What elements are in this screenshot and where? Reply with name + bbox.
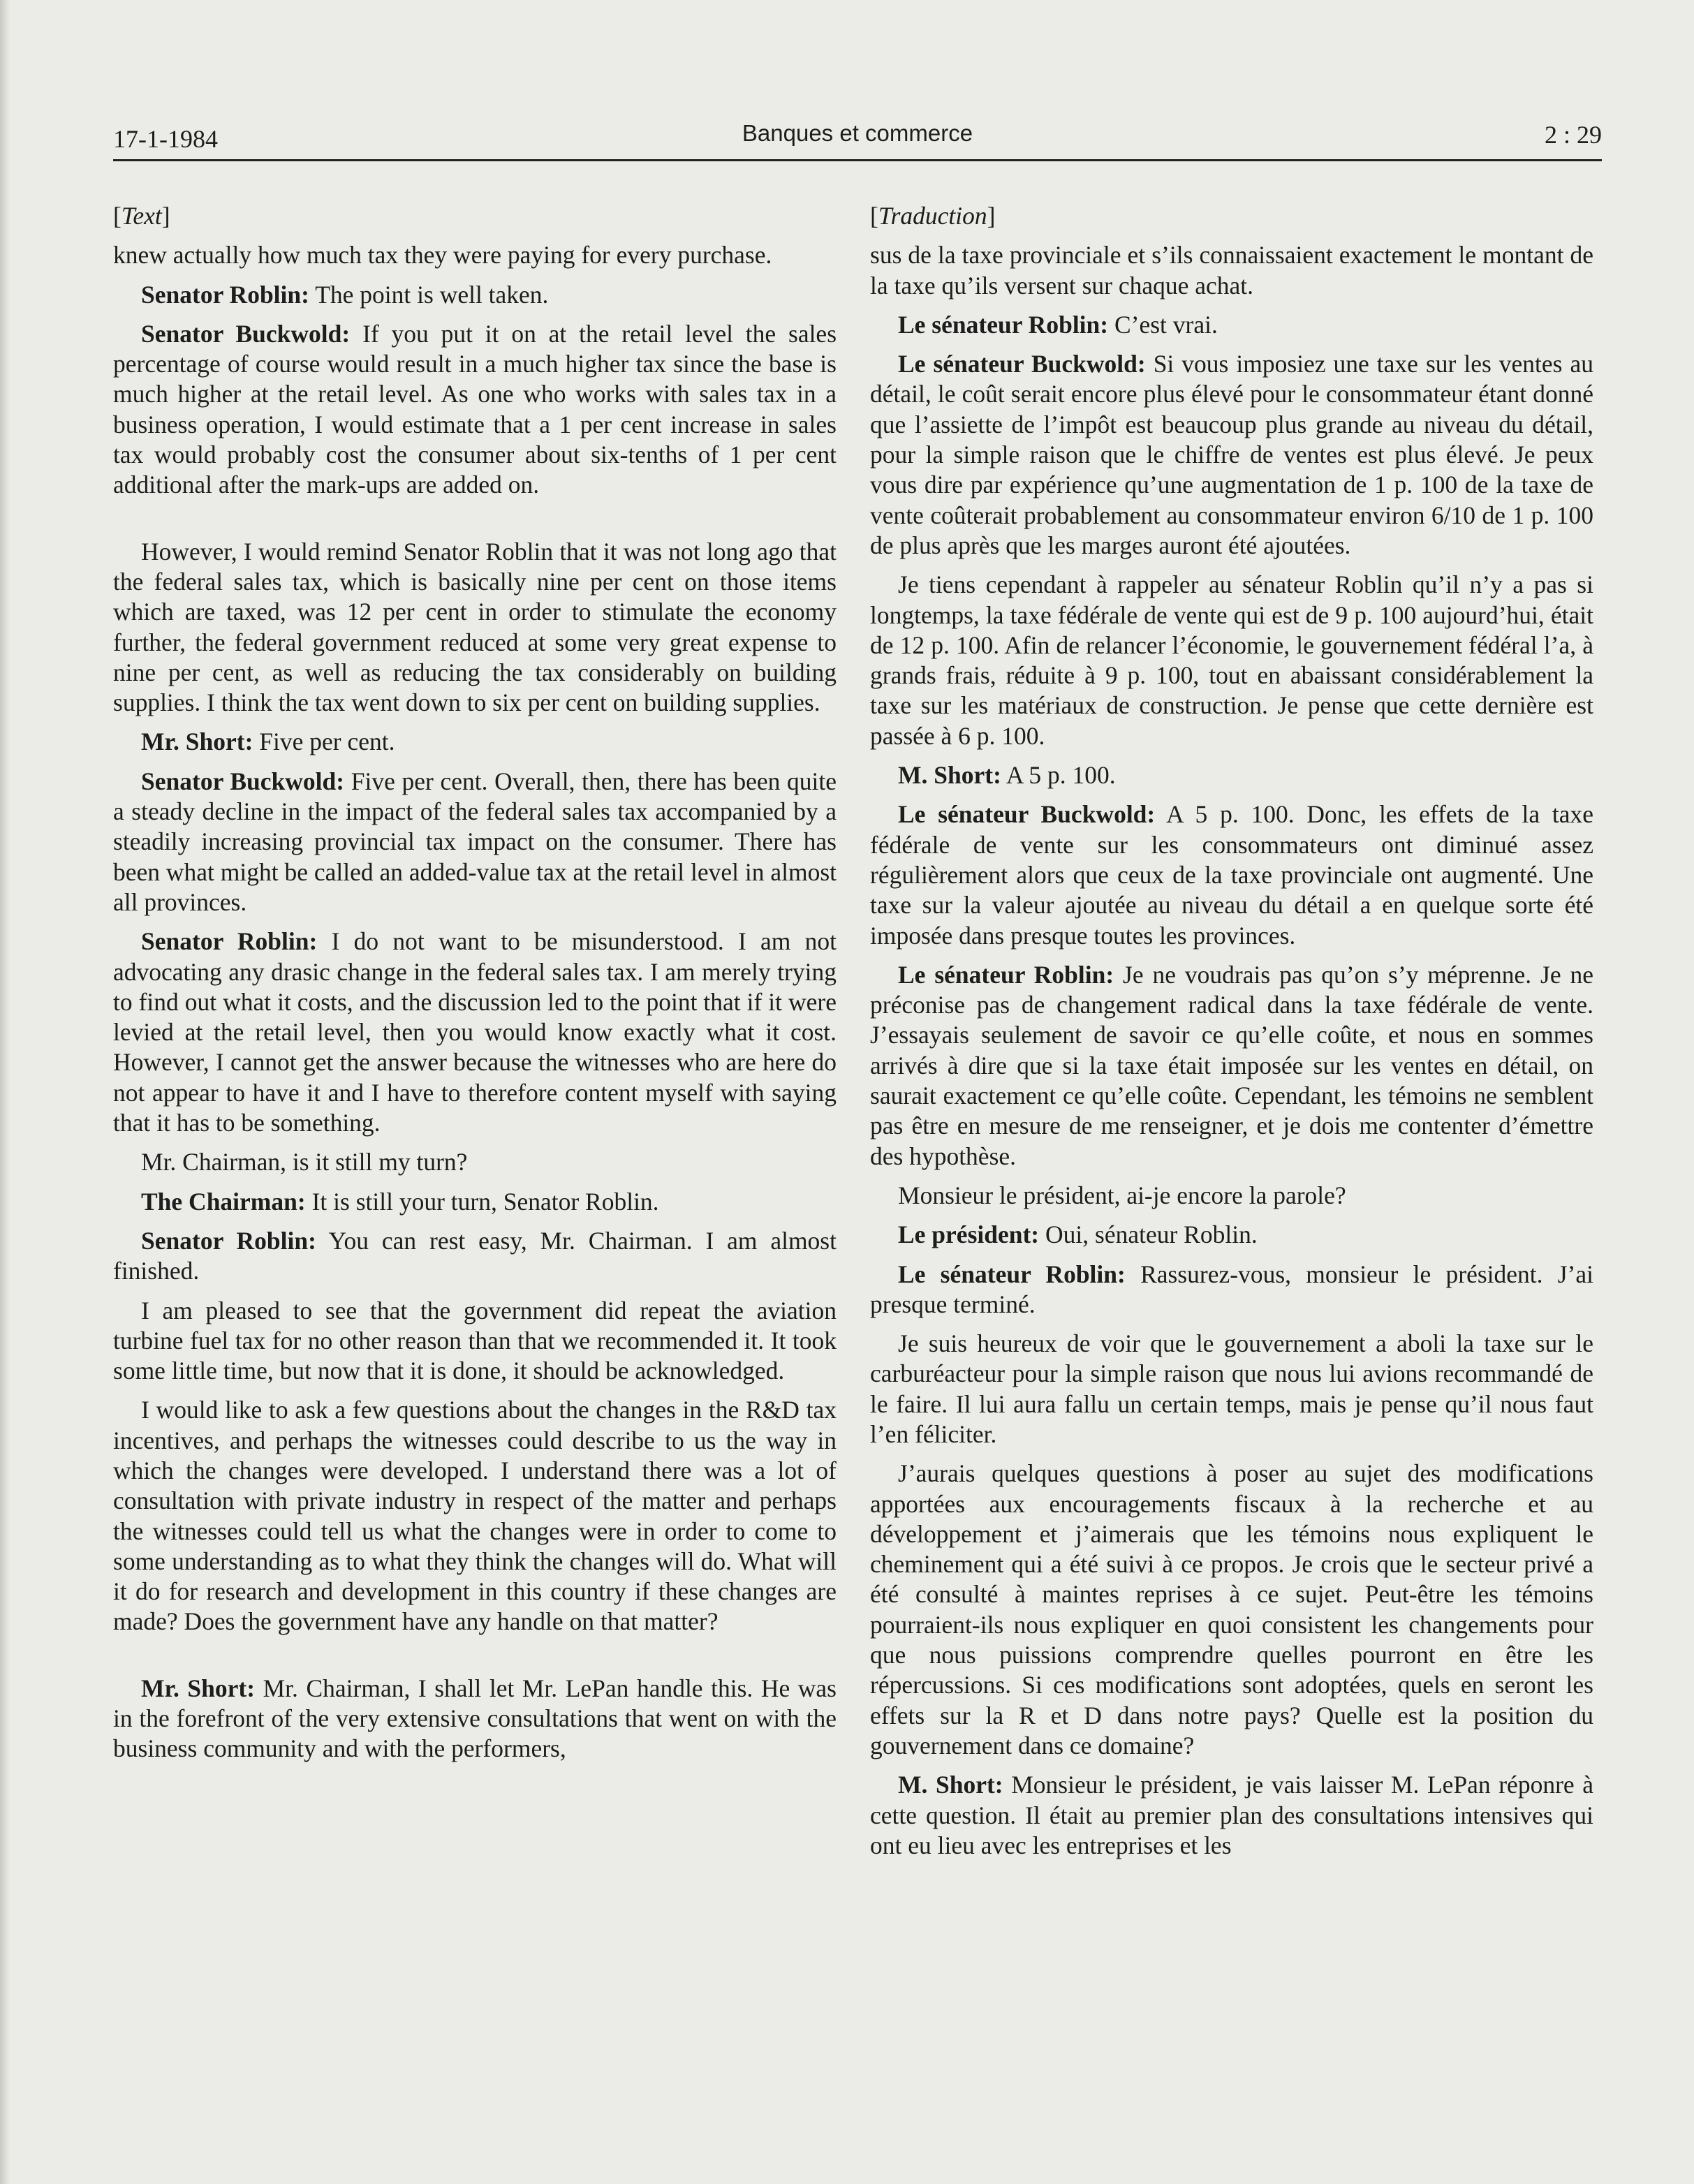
paragraph: Mr. Chairman, is it still my turn?: [141, 1148, 468, 1176]
paragraph: Mr. Short: Mr. Chairman, I shall let Mr. LePan handle this. He was in the forefront of the very extensive consultations that went on with the business community and with the performers,: [113, 1674, 837, 1763]
paragraph: knew actually how much tax they were paying for every purchase.: [113, 241, 772, 270]
header-date: 17-1-1984: [113, 125, 218, 153]
english-column: [113, 201, 837, 1773]
paragraph: M. Short: Monsieur le président, je vais laisser M. LePan réponre à cette question. Il était au premier plan des consultations intensives qui ont eu lieu avec les entreprises et les: [870, 1771, 1593, 1859]
page-header: [113, 120, 1602, 159]
paragraph: J’aurais quelques questions à poser au sujet des modifications apportées aux encouragements fiscaux à la recherche et au développement et j’aimerais que les témoins nous expliquent le cheminement qui a été suivi à ce propos. Je crois que le secteur privé a été consulté à maintes reprises à ce sujet. Peut-être les témoins pourraient-ils nous expliquer en quoi consistent les changements pour que nous puissions comprendre quelles pourront en être les répercussions. Si ces modifications sont adoptées, quels en seront les effets sur la R et D dans notre pays? Quelle est la position du gouvernement dans ce domaine?: [870, 1459, 1593, 1759]
section-label-text: [Text]: [113, 202, 170, 230]
paragraph: Senator Roblin: The point is well taken.: [141, 280, 549, 309]
paragraph: Monsieur le président, ai-je encore la parole?: [898, 1181, 1346, 1209]
section-label-traduction: [Traduction]: [870, 202, 996, 230]
paragraph: Senator Roblin: You can rest easy, Mr. Chairman. I am almost finished.: [113, 1226, 837, 1285]
paragraph: sus de la taxe provinciale et s’ils connaissaient exactement le montant de la taxe qu’ils versent sur chaque achat.: [870, 241, 1593, 300]
paragraph: M. Short: A 5 p. 100.: [898, 761, 1116, 790]
paragraph: I would like to ask a few questions about the changes in the R&D tax incentives, and perhaps the witnesses could describe to us the way in which the changes were developed. I understand there was a lot of consultation with private industry in respect of the matter and perhaps the witnesses could tell us what the changes were in order to come to some understanding as to what they think the changes will do. What will it do for research and development in this country if these changes are made? Does the government have any handle on that matter?: [113, 1396, 837, 1636]
paragraph: Senator Buckwold: Five per cent. Overall, then, there has been quite a steady decline in the impact of the federal sales tax accompanied by a steadily increasing provincial tax impact on the consumer. There has been what might be called an added-value tax at the retail level in almost all provinces.: [113, 767, 837, 916]
paragraph: Le sénateur Buckwold: A 5 p. 100. Donc, les effets de la taxe fédérale de vente sur les consommateurs ont diminué assez régulièrement alors que ceux de la taxe provinciale ont augmenté. Une taxe sur la valeur ajoutée au niveau du détail a en quelque sorte été imposée dans presque toutes les provinces.: [870, 800, 1593, 950]
paragraph: Je tiens cependant à rappeler au sénateur Roblin qu’il n’y a pas si longtemps, la taxe fédérale de vente qui est de 9 p. 100 aujourd’hui, était de 12 p. 100. Afin de relancer l’économie, le gouvernement fédéral l’a, à grands frais, réduite à 9 p. 100, tout en abaissant considérablement la taxe sur les matériaux de construction. Je pense que cette dernière est passée à 6 p. 100.: [870, 570, 1593, 750]
paragraph: Le sénateur Roblin: Je ne voudrais pas qu’on s’y méprenne. Je ne préconise pas de changement radical dans la taxe fédérale de vente. J’essayais seulement de savoir ce qu’elle coûte, et nous en sommes arrivés à dire que si la taxe était imposée sur les ventes en détail, on saurait exactement ce qu’elle coûte. Cependant, les témoins ne semblent pas être en mesure de me renseigner, et je dois me contenter d’émettre des hypothèse.: [870, 960, 1593, 1170]
paragraph: Senator Roblin: I do not want to be misunderstood. I am not advocating any drasic change in the federal sales tax. I am merely trying to find out what it costs, and the discussion led to the point that if it were levied at the retail level, then you would know exactly what it cost. However, I cannot get the answer because the witnesses who are here do not appear to have it and I have to therefore content myself with saying that it has to be something.: [113, 927, 837, 1137]
paragraph: Le sénateur Buckwold: Si vous imposiez une taxe sur les ventes au détail, le coût serait encore plus élevé pour le consommateur étant donné que l’assiette de l’impôt est beaucoup plus grande au niveau du détail, pour la simple raison que le chiffre de ventes est plus élevé. Je peux vous dire par expérience qu’une augmentation de 1 p. 100 de la taxe de vente coûterait probablement au consommateur environ 6/10 de 1 p. 100 de plus après que les marges auront été ajoutées.: [870, 350, 1593, 559]
paragraph: However, I would remind Senator Roblin that it was not long ago that the federal sales tax, which is basically nine per cent on those items which are taxed, was 12 per cent in order to stimulate the economy further, the federal government reduced at some very great expense to nine per cent, as well as reducing the tax considerably on building supplies. I think the tax went down to six per cent on building supplies.: [113, 537, 837, 717]
page-edge-shadow: [0, 0, 10, 2184]
paragraph: Le sénateur Roblin: Rassurez-vous, monsieur le président. J’ai presque terminé.: [870, 1260, 1593, 1318]
paragraph: The Chairman: It is still your turn, Senator Roblin.: [141, 1187, 659, 1216]
header-title: Banques et commerce: [742, 120, 973, 146]
paragraph: Mr. Short: Five per cent.: [141, 728, 395, 756]
paragraph: Le président: Oui, sénateur Roblin.: [898, 1220, 1258, 1249]
paragraph: I am pleased to see that the government did repeat the aviation turbine fuel tax for no other reason than that we recommended it. It took some little time, but now that it is done, it should be acknowledged.: [113, 1296, 837, 1385]
paragraph: Senator Buckwold: If you put it on at the retail level the sales percentage of course would result in a much higher tax since the base is much higher at the retail level. As one who works with sales tax in a business operation, I would estimate that a 1 per cent increase in sales tax would probably cost the consumer about six-tenths of 1 per cent additional after the mark-ups are added on.: [113, 319, 837, 499]
paragraph: Le sénateur Roblin: C’est vrai.: [898, 310, 1218, 339]
french-column: [870, 201, 1593, 1870]
paragraph: Je suis heureux de voir que le gouvernement a aboli la taxe sur le carburéacteur pour la simple raison que nous lui avions recommandé de le faire. Il lui aura fallu un certain temps, mais je pense qu’il nous faut l’en féliciter.: [870, 1329, 1593, 1448]
header-rule: [113, 159, 1602, 161]
header-page-number: 2 : 29: [1544, 121, 1602, 149]
